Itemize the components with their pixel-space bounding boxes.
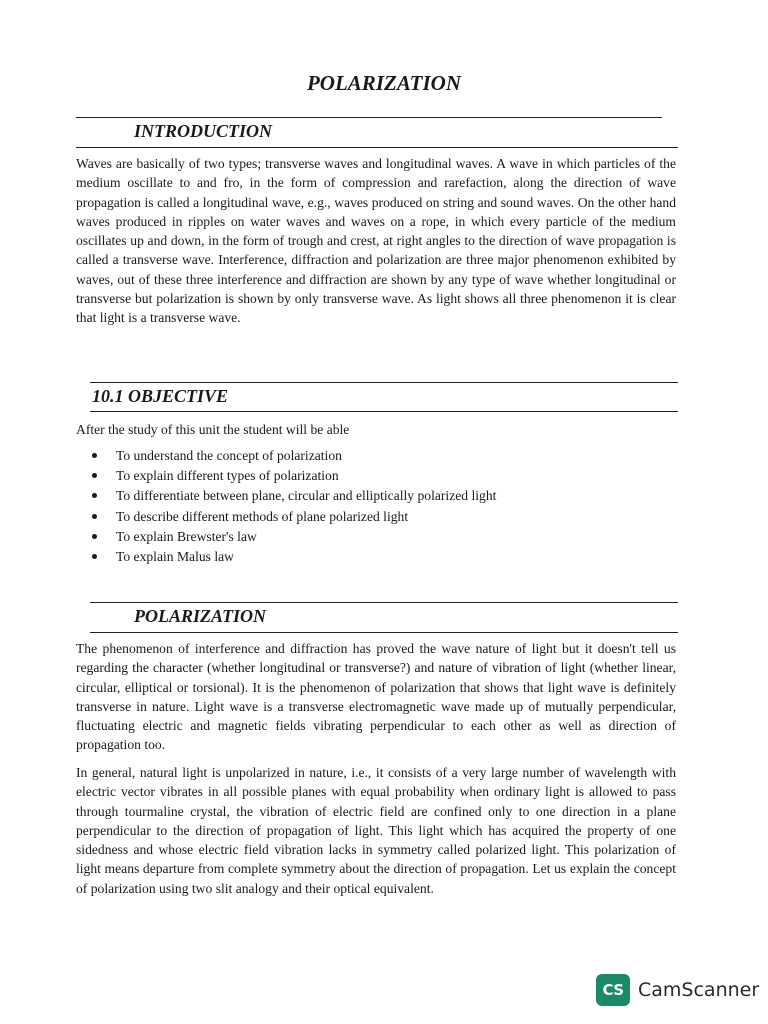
- section-heading-introduction: INTRODUCTION: [134, 121, 273, 141]
- bullet-icon: [92, 473, 97, 478]
- list-item: [76, 527, 676, 547]
- section-heading-polarization: POLARIZATION: [134, 606, 267, 626]
- list-item-text: To explain Malus law: [116, 548, 234, 564]
- section-divider: [90, 632, 678, 633]
- bullet-icon: [92, 514, 97, 519]
- list-item: [76, 547, 676, 567]
- page-title: POLARIZATION: [306, 71, 461, 95]
- objective-lead-text: After the study of this unit the student will be able: [76, 422, 350, 437]
- title-divider: [76, 117, 662, 118]
- section-divider: [90, 411, 678, 412]
- polarization-paragraph-2: In general, natural light is unpolarized in nature, i.e., it consists of a very large number of wavelength with electric vector vibrates in all possible planes with equal probability when ordinary light is allowed to pass through tourmaline crystal, the vibration of electric field are confined only to one direction in a plane perpendicular to the direction of propagation of light. This light which has acquired the property of one sidedness and whose electric field vibration lacks in symmetry called polarized light. This polarization of light means departure from complete symmetry about the direction of propagation. Let us explain the concept of polarization using two slit analogy and their optical equivalent.: [76, 765, 676, 896]
- section-heading-objective: 10.1 OBJECTIVE: [92, 386, 229, 406]
- camscanner-logo-icon: CS: [596, 974, 630, 1006]
- list-item-text: To describe different methods of plane polarized light: [116, 508, 409, 524]
- camscanner-name: CamScanner: [638, 979, 760, 1001]
- list-item-text: To explain different types of polarization: [116, 468, 339, 484]
- camscanner-watermark: [596, 972, 759, 1008]
- list-item: [76, 486, 676, 506]
- bullet-icon: [92, 534, 97, 539]
- list-item-text: To differentiate between plane, circular and elliptically polarized light: [116, 488, 497, 504]
- section-divider: [90, 602, 678, 603]
- objective-list: [76, 446, 676, 567]
- polarization-paragraph-1: The phenomenon of interference and diffraction has proved the wave nature of light but it doesn't tell us regarding the character (whether longitudinal or transverse?) and nature of vibration of light (whether linear, circular, elliptical or torsional). It is the phenomenon of polarization that shows that light wave is definitely transverse in nature. Light wave is a transverse electromagnetic wave made up of mutually perpendicular, fluctuating electric and magnetic fields vibrating perpendicular to each other as well as direction of propagation too.: [76, 641, 676, 753]
- section-divider: [90, 382, 678, 383]
- introduction-paragraph: Waves are basically of two types; transverse waves and longitudinal waves. A wave in which particles of the medium oscillate to and fro, in the form of compression and rarefaction, along the direction of wave propagation is called a longitudinal wave, e.g., waves produced on string and sound waves. On the other hand waves produced in ripples on water waves and waves on a rope, in which every particle of the medium oscillates up and down, in the form of trough and crest, at right angles to the direction of wave propagation is called a transverse wave. Interference, diffraction and polarization are three major phenomenon exhibited by waves, out of these three interference and diffraction are shown by any type of wave whether longitudinal or transverse but polarization is shown by only transverse wave. As light shows all three phenomenon it is clear that light is a transverse wave.: [76, 156, 676, 326]
- list-item: [76, 446, 676, 466]
- list-item: [76, 466, 676, 486]
- list-item-text: To explain Brewster's law: [116, 528, 257, 544]
- bullet-icon: [92, 453, 97, 458]
- list-item: [76, 507, 676, 527]
- bullet-icon: [92, 493, 97, 498]
- section-divider: [76, 147, 678, 148]
- bullet-icon: [92, 554, 97, 559]
- list-item-text: To understand the concept of polarization: [116, 448, 342, 463]
